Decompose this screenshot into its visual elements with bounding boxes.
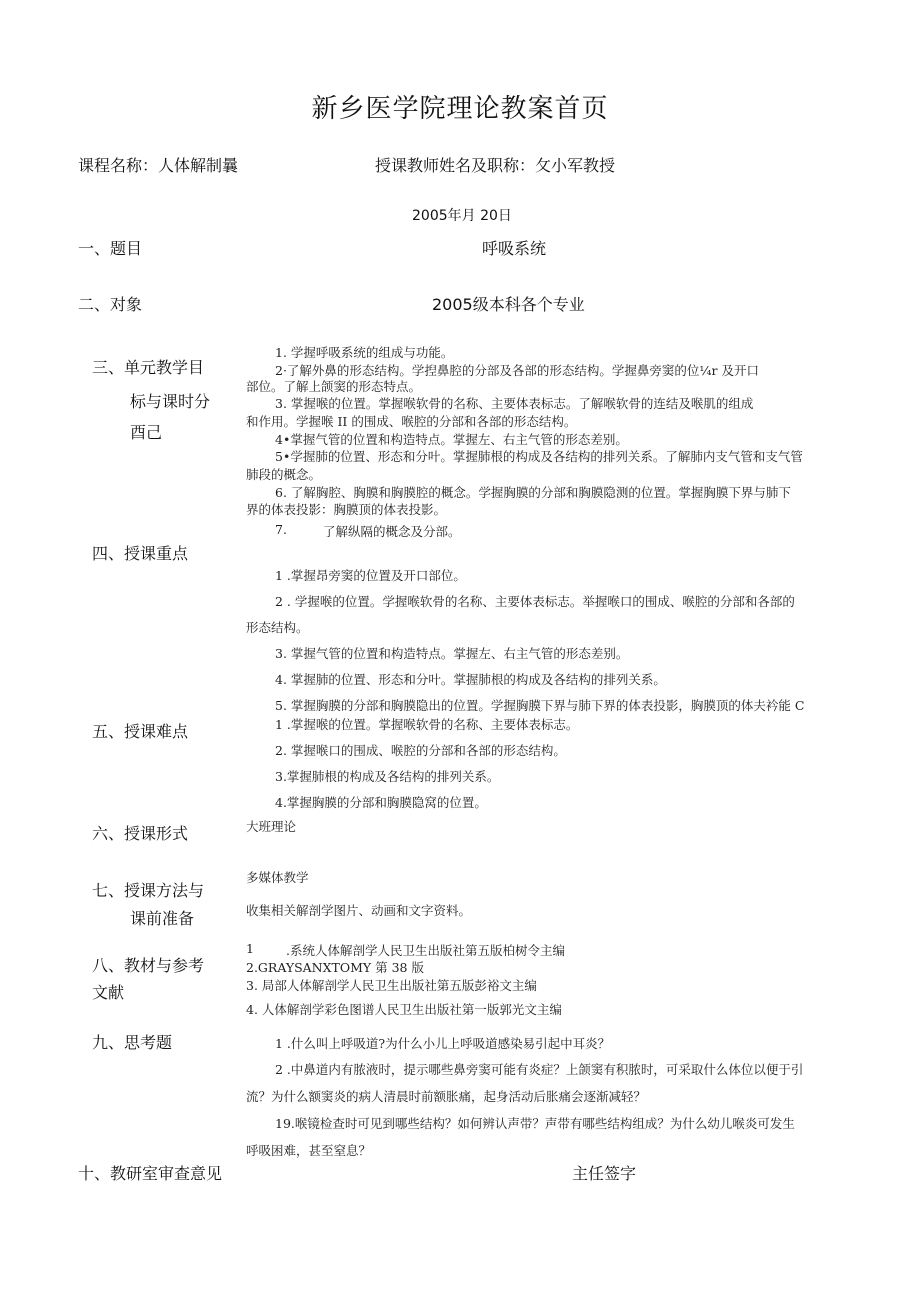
objective-line: 了解纵隔的概念及分部。: [323, 524, 461, 539]
key-point-line: 4. 掌握肺的位置、形态和分叶。掌握肺根的构成及各结构的排列关系。: [275, 672, 666, 687]
reference-line: 3. 局部人体解剖学人民卫生出版社第五版彭裕文主编: [246, 978, 537, 993]
reference-line: 2.GRAYSANXTOMY 第 38 版: [246, 960, 424, 975]
section-questions-label: 九、思考题: [92, 1033, 173, 1052]
method-line: 收集相关解剖学图片、动画和文字资料。: [246, 903, 472, 918]
objective-line: 界的体表投影：胸膜顶的体表投影。: [246, 502, 447, 517]
objective-line: 1. 学握呼吸系统的组成与功能。: [275, 345, 454, 360]
question-line: 2 .中鼻道内有脓液时，提示哪些鼻旁窦可能有炎症？上颌窦有积脓时，可采取什么体位以便于引: [275, 1062, 804, 1077]
method-line: 多媒体教学: [246, 870, 309, 885]
difficulty-line: 4.掌握胸膜的分部和胸膜隐窝的位置。: [275, 795, 487, 810]
question-line: 19.喉镜检查时可见到哪些结构？如何辨认声带？声带有哪些结构组成？为什么幼儿喉炎可发生: [275, 1116, 795, 1131]
question-line: 呼吸困难，甚至窒息？: [246, 1143, 372, 1158]
section-key-points-label: 四、授课重点: [92, 544, 189, 563]
question-line: 1 .什么叫上呼吸道?为什么小儿上呼吸道感染易引起中耳炎？: [275, 1036, 611, 1051]
objective-line: 2·了解外鼻的形态结构。学揑鼻腔的分部及各部的形态结构。学握鼻旁窦的位¼r 及开口: [275, 363, 759, 378]
key-point-line: 形态结构。: [246, 620, 309, 635]
objective-line: 7.: [275, 522, 287, 537]
section-topic-label: 一、题目: [78, 239, 143, 258]
section-format-label: 六、授课形式: [92, 824, 189, 843]
difficulty-line: 3.掌握肺根的构成及各结构的排列关系。: [275, 769, 500, 784]
difficulty-line: 1 .掌握喉的位置。掌握喉软骨的名称、主要体表标志。: [275, 717, 579, 732]
section-methods-label-2: 课前准备: [130, 909, 195, 928]
objective-line: 肺段的概念。: [246, 467, 322, 482]
director-signature-label: 主任签字: [572, 1164, 637, 1183]
objective-line: 3. 掌握喉的位置。掌握喉软骨的名称、主要体表标志。了解喉软骨的连结及喉肌的组成: [275, 396, 754, 411]
difficulty-line: 2. 掌握喉口的围成、喉腔的分部和各部的形态结构。: [275, 743, 566, 758]
section-audience-value: 2005级本科各个专业: [432, 295, 585, 314]
section-format-value: 大班理论: [246, 819, 297, 834]
objective-line: 和作用。学握喉 II 的围成、喉腔的分部和各部的形态结构。: [246, 414, 577, 429]
question-line: 流？为什么额窦炎的病人清晨时前额胀痛，起身活动后胀痛会逐渐减轻？: [246, 1089, 647, 1104]
key-point-line: 3. 掌握气管的位置和构造特点。掌握左、右主气管的形态差别。: [275, 646, 629, 661]
teacher-name: 授课教师姓名及职称：攵小军教授: [375, 156, 616, 175]
section-methods-label: 七、授课方法与: [92, 881, 205, 900]
reference-line: 1: [246, 941, 254, 956]
section-references-label: 八、教材与参考: [92, 956, 205, 975]
objective-line: 4•掌握气管的位置和构造特点。掌握左、右主气管的形态差别。: [275, 432, 628, 447]
section-objectives-label-3: 酉己: [130, 423, 163, 442]
section-review-label: 十、教研室审查意见: [78, 1164, 223, 1183]
section-references-label-2: 文献: [92, 983, 125, 1002]
objective-line: 6. 了解胸腔、胸膜和胸膜腔的概念。学握胸膜的分部和胸膜隐测的位置。掌握胸膜下界与肺下: [275, 485, 791, 500]
key-point-line: 5. 掌握胸膜的分部和胸膜隐出的位置。学握胸膜下界与肺下界的体表投影，胸膜顶的体夫衿能 C: [275, 698, 805, 713]
key-point-line: 1 .掌握昂旁窦的位置及开口部位。: [275, 568, 466, 583]
course-name: 课程名称：人体解制曩: [78, 156, 239, 175]
page-title: 新乡医学院理论教案首页: [311, 94, 609, 124]
key-point-line: 2 . 学握喉的位置。学握喉软骨的名称、主要体表标志。举握喉口的围成、喉腔的分部和各部的: [275, 594, 795, 609]
section-objectives-label: 三、单元教学目: [92, 358, 205, 377]
reference-line: 4. 人体解剖学彩色图谱人民卫生出版社第一版郭光文主编: [246, 1002, 562, 1017]
section-topic-value: 呼吸系统: [482, 239, 547, 258]
objective-line: 部位。了解上颌窦的形态特点。: [246, 379, 422, 394]
section-audience-label: 二、对象: [78, 295, 143, 314]
section-objectives-label-2: 标与课时分: [130, 392, 211, 411]
date: 2005年月 20日: [412, 208, 512, 224]
reference-line: .系统人体解剖学人民卫生出版社第五版柏树令主编: [286, 943, 565, 958]
objective-line: 5•学握肺的位置、形态和分叶。掌握肺根的构成及各结构的排列关系。了解肺内支气管和支气管: [275, 449, 803, 464]
section-difficulties-label: 五、授课难点: [92, 722, 189, 741]
